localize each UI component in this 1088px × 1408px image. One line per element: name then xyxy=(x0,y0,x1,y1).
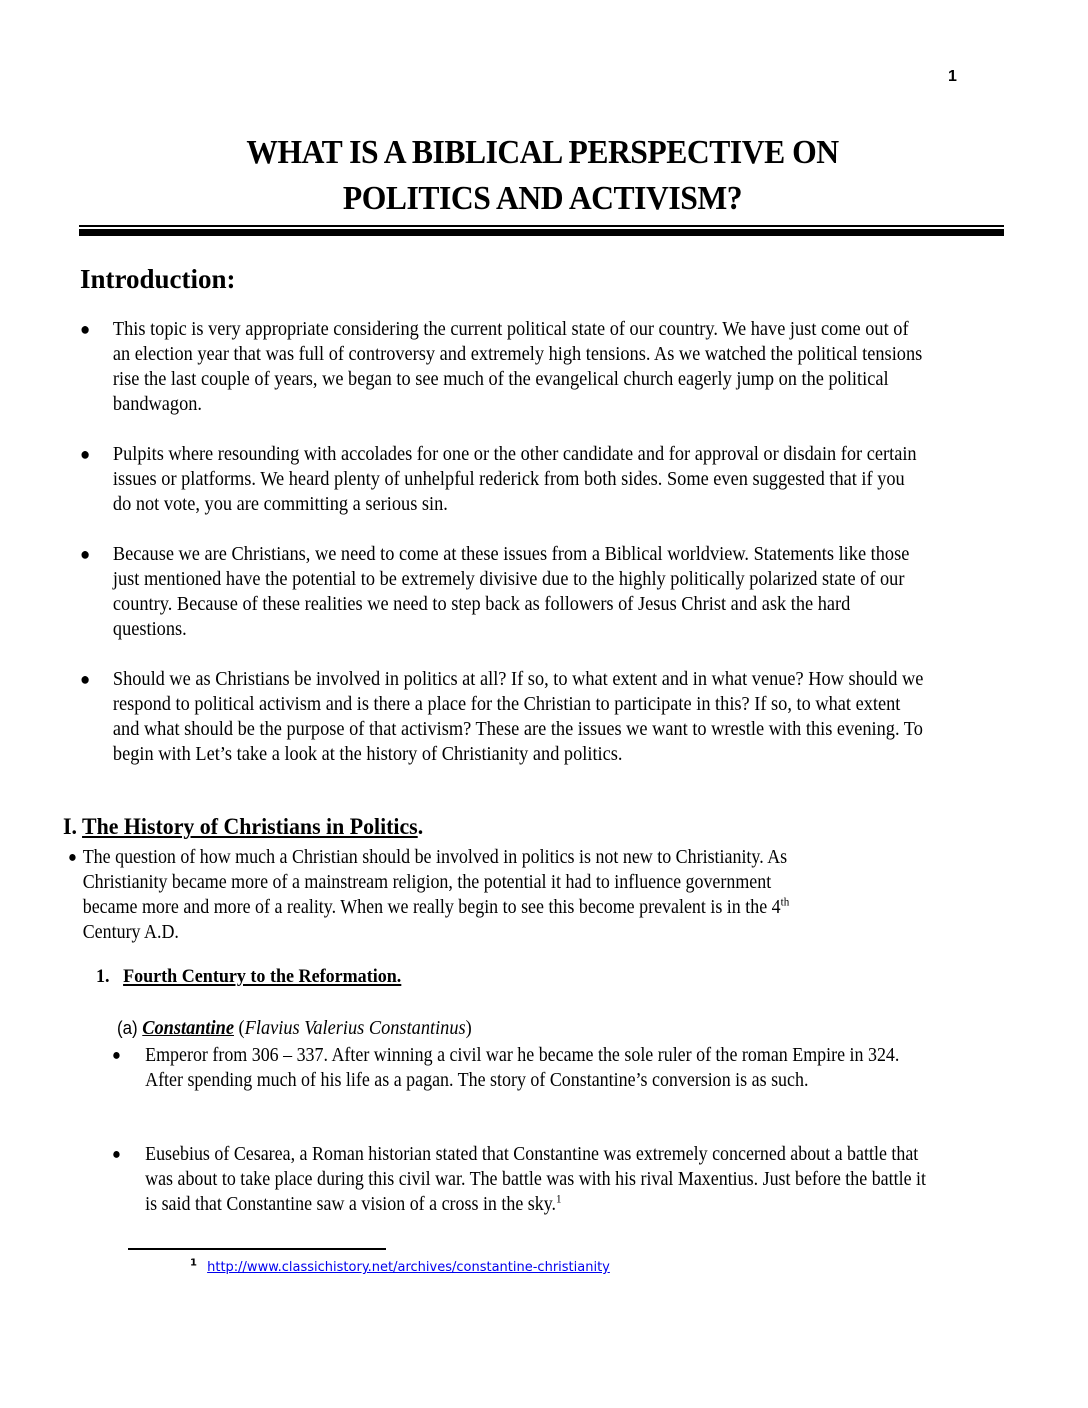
introduction-heading: Introduction: xyxy=(80,264,236,294)
document-title xyxy=(112,130,972,222)
intro-bullet-text: Should we as Christians be involved in politics at all? If so, to what extent and in what venue? How should we respond to political activism and is there a place for the Christian to participate in this? If so, to what extent and what should be the purpose of that activism? These are the issues we want to wrestle with this evening. To begin with Let’s take a look at the history of Christianity and politics. xyxy=(112,669,924,765)
section-bullet-line: Christianity became more of a mainstream religion, the potential it had to influence government xyxy=(82,872,772,893)
intro-bullet xyxy=(80,542,926,642)
item-bullet xyxy=(112,1043,922,1093)
page-number: 1 xyxy=(948,68,957,85)
item-bullet-text: Eusebius of Cesarea, a Roman historian stated that Constantine was extremely concerned about a battle that was about to take place during this civil war. The battle was with his rival Maxentius. Just before the battle it is said that Constantine saw a vision of a cross in the sky. xyxy=(145,1144,926,1215)
section-title: The History of Christians in Politics xyxy=(82,814,418,839)
section-bullet-line: Century A.D. xyxy=(82,922,179,943)
section-bullet-line: The question of how much a Christian should be involved in politics is not new to Christianity. As xyxy=(82,847,788,868)
subsection-heading xyxy=(96,966,401,988)
bullet-dot-icon: ● xyxy=(68,849,77,866)
item-bullet-text: Emperor from 306 – 337. After winning a civil war he became the sole ruler of the roman Empire in 324. After spending much of his life as a pagan. The story of Constantine’s conversion is as such. xyxy=(145,1045,900,1091)
item-name: Constantine xyxy=(142,1018,234,1039)
footnote-link[interactable]: http://www.classichistory.net/archives/constantine-christianity xyxy=(207,1260,610,1275)
intro-bullet xyxy=(80,442,926,517)
subsection-number: 1. xyxy=(96,966,110,987)
footnote xyxy=(190,1257,610,1275)
intro-bullet xyxy=(80,317,926,417)
bullet-dot-icon: ● xyxy=(80,444,91,464)
bullet-dot-icon: ● xyxy=(80,319,91,339)
section-heading xyxy=(63,814,423,840)
section-bullet xyxy=(68,845,914,945)
intro-bullet-text: Because we are Christians, we need to come at these issues from a Biblical worldview. Statements like those just mentioned have the potential to be extremely divisive due to the highly politically polarized state of our country. Because of these realities we need to step back as followers of Jesus Christ and ask the hard questions. xyxy=(112,544,910,640)
intro-bullet xyxy=(80,667,926,767)
bullet-dot-icon: ● xyxy=(112,1146,121,1163)
footnote-separator xyxy=(128,1248,386,1250)
bullet-dot-icon: ● xyxy=(80,669,91,689)
title-rule-thick xyxy=(79,229,1004,236)
intro-bullet-text: Pulpits where resounding with accolades for one or the other candidate and for approval or disdain for certain issues or platforms. We heard plenty of unhelpful rederick from both sides. Some even suggested that if you do not vote, you are committing a serious sin. xyxy=(112,444,917,515)
item-bullet xyxy=(112,1142,933,1217)
section-numeral: I. xyxy=(63,814,77,839)
footnote-reference[interactable]: 1 xyxy=(556,1191,562,1206)
intro-bullet-text: This topic is very appropriate considering the current political state of our country. We have just come out of an election year that was full of controversy and extremely high tensions. As we watched the political tensions rise the last couple of years, we began to see much of the evangelical church eagerly jump on the political bandwagon. xyxy=(112,319,923,415)
section-bullet-line: became more and more of a reality. When we really begin to see this become prevalent is in the 4th xyxy=(82,894,790,918)
item-label: (a) xyxy=(117,1018,138,1038)
section-title-period: . xyxy=(417,814,424,839)
superscript-th: th xyxy=(780,894,790,909)
item-a-heading: (a) Constantine (Flavius Valerius Constantinus) xyxy=(117,1018,472,1039)
item-bullet-text-wrap xyxy=(145,1142,933,1217)
bullet-dot-icon: ● xyxy=(80,544,91,564)
footnote-number: 1 xyxy=(190,1257,197,1269)
subsection-title: Fourth Century to the Reformation. xyxy=(123,966,402,987)
bullet-dot-icon: ● xyxy=(112,1047,121,1064)
title-line-1: WHAT IS A BIBLICAL PERSPECTIVE ON xyxy=(246,134,839,171)
item-latin-name: Flavius Valerius Constantinus xyxy=(244,1018,466,1039)
title-rule-thin xyxy=(79,225,1004,227)
title-line-2: POLITICS AND ACTIVISM? xyxy=(342,180,743,217)
